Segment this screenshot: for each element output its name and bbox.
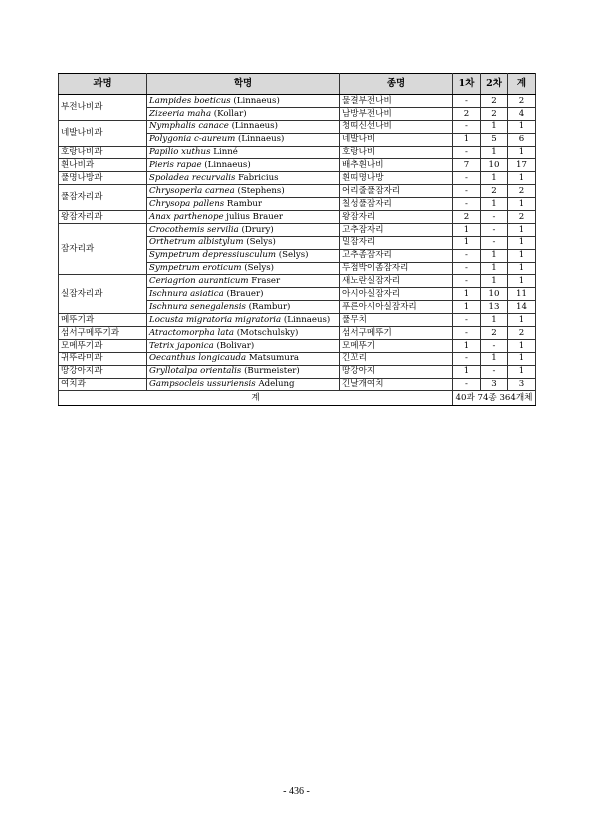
total-count: 1 — [508, 223, 536, 236]
total-count: 1 — [508, 249, 536, 262]
family-cell: 풀잠자리과 — [59, 185, 147, 211]
scientific-name-cell — [147, 275, 340, 288]
total-count: 1 — [508, 365, 536, 378]
korean-name-cell: 푸른아시아실잠자리 — [340, 301, 453, 314]
author: Rambur — [226, 198, 262, 209]
scientific-name-cell — [147, 378, 340, 391]
scientific-name-cell — [147, 172, 340, 185]
table-row — [59, 172, 536, 185]
second-survey-count: 1 — [481, 146, 508, 159]
table-row — [59, 120, 536, 133]
genus-species: Orthetrum albistylum — [149, 237, 244, 248]
table-header-row — [59, 74, 536, 95]
second-survey-count: 2 — [481, 95, 508, 108]
scientific-name-cell — [147, 236, 340, 249]
first-survey-count: 1 — [453, 223, 481, 236]
author: (Linnaeus) — [204, 160, 251, 171]
total-count: 14 — [508, 301, 536, 314]
korean-name-cell: 밀잠자리 — [340, 236, 453, 249]
genus-species: Chrysopa pallens — [149, 198, 225, 209]
author: (Selys) — [278, 250, 309, 261]
second-survey-count: 10 — [481, 159, 508, 172]
header-scientific-name: 학명 — [147, 74, 340, 95]
total-count: 1 — [508, 172, 536, 185]
family-cell: 호랑나비과 — [59, 146, 147, 159]
total-count: 11 — [508, 288, 536, 301]
scientific-name-cell — [147, 95, 340, 108]
table-row — [59, 314, 536, 327]
genus-species: Polygonia c-aureum — [149, 134, 236, 145]
second-survey-count: 3 — [481, 378, 508, 391]
table-row — [59, 211, 536, 224]
first-survey-count: - — [453, 120, 481, 133]
second-survey-count: - — [481, 365, 508, 378]
author: (Linnaeus) — [233, 95, 280, 106]
first-survey-count: 1 — [453, 236, 481, 249]
second-survey-count: 1 — [481, 172, 508, 185]
family-cell: 흰나비과 — [59, 159, 147, 172]
family-cell: 왕잠자리과 — [59, 211, 147, 224]
genus-species: Crocothemis servilia — [149, 224, 239, 235]
genus-species: Papilio xuthus — [149, 147, 211, 158]
author: julius Brauer — [226, 211, 283, 222]
genus-species: Atractomorpha lata — [149, 327, 234, 338]
second-survey-count: 1 — [481, 275, 508, 288]
korean-name-cell: 네발나비 — [340, 133, 453, 146]
first-survey-count: - — [453, 378, 481, 391]
first-survey-count: - — [453, 275, 481, 288]
table-row — [59, 378, 536, 391]
author: (Bolivar) — [216, 340, 255, 351]
author: Fabricius — [238, 172, 279, 183]
author: (Stephens) — [237, 185, 285, 196]
scientific-name-cell — [147, 159, 340, 172]
second-survey-count: - — [481, 223, 508, 236]
first-survey-count: - — [453, 172, 481, 185]
total-count: 1 — [508, 339, 536, 352]
korean-name-cell: 청띠신선나비 — [340, 120, 453, 133]
author: Fraser — [251, 276, 281, 287]
total-count: 1 — [508, 262, 536, 275]
scientific-name-cell — [147, 314, 340, 327]
first-survey-count: - — [453, 146, 481, 159]
family-cell: 실잠자리과 — [59, 275, 147, 314]
korean-name-cell: 섬서구메뚜기 — [340, 327, 453, 340]
header-second-survey: 2차 — [481, 74, 508, 95]
family-cell: 부전나비과 — [59, 95, 147, 121]
genus-species: Tetrix japonica — [149, 340, 214, 351]
scientific-name-cell — [147, 249, 340, 262]
author: (Linnaeus) — [238, 134, 285, 145]
total-row — [59, 391, 536, 406]
genus-species: Ischnura senegalensis — [149, 301, 246, 312]
second-survey-count: 1 — [481, 198, 508, 211]
scientific-name-cell — [147, 211, 340, 224]
total-count: 1 — [508, 236, 536, 249]
second-survey-count: 5 — [481, 133, 508, 146]
total-count: 1 — [508, 120, 536, 133]
second-survey-count: 1 — [481, 249, 508, 262]
first-survey-count: - — [453, 262, 481, 275]
total-count: 2 — [508, 211, 536, 224]
second-survey-count: 1 — [481, 352, 508, 365]
total-count: 1 — [508, 146, 536, 159]
first-survey-count: 1 — [453, 133, 481, 146]
korean-name-cell: 왕잠자리 — [340, 211, 453, 224]
korean-name-cell: 남방부전나비 — [340, 107, 453, 120]
family-cell: 풀명나방과 — [59, 172, 147, 185]
scientific-name-cell — [147, 327, 340, 340]
genus-species: Anax parthenope — [149, 211, 224, 222]
first-survey-count: 7 — [453, 159, 481, 172]
korean-name-cell: 풀무치 — [340, 314, 453, 327]
genus-species: Sympetrum depressiusculum — [149, 250, 277, 261]
scientific-name-cell — [147, 185, 340, 198]
table-row — [59, 365, 536, 378]
second-survey-count: 1 — [481, 314, 508, 327]
header-first-survey: 1차 — [453, 74, 481, 95]
total-count: 6 — [508, 133, 536, 146]
korean-name-cell: 고추잠자리 — [340, 223, 453, 236]
header-total: 계 — [508, 74, 536, 95]
first-survey-count: 1 — [453, 365, 481, 378]
second-survey-count: 13 — [481, 301, 508, 314]
korean-name-cell: 긴꼬리 — [340, 352, 453, 365]
second-survey-count: 1 — [481, 120, 508, 133]
author: (Burmeister) — [244, 366, 300, 377]
table-row — [59, 223, 536, 236]
genus-species: Gryllotalpa orientalis — [149, 366, 242, 377]
scientific-name-cell — [147, 198, 340, 211]
author: (Linnaeus) — [283, 314, 331, 325]
total-count: 1 — [508, 275, 536, 288]
table-row — [59, 339, 536, 352]
genus-species: Ischnura asiatica — [149, 289, 224, 299]
korean-name-cell: 배추흰나비 — [340, 159, 453, 172]
genus-species: Locusta migratoria migratoria — [149, 314, 282, 325]
first-survey-count: 1 — [453, 339, 481, 352]
author: (Kollar) — [213, 108, 247, 119]
author: Linné — [213, 147, 238, 158]
header-korean-name: 종명 — [340, 74, 453, 95]
first-survey-count: 1 — [453, 288, 481, 301]
second-survey-count: 2 — [481, 327, 508, 340]
genus-species: Sympetrum eroticum — [149, 263, 242, 274]
scientific-name-cell — [147, 339, 340, 352]
family-cell: 땅강아지과 — [59, 365, 147, 378]
second-survey-count: - — [481, 211, 508, 224]
korean-name-cell: 긴날개여치 — [340, 378, 453, 391]
scientific-name-cell — [147, 120, 340, 133]
scientific-name-cell — [147, 107, 340, 120]
total-summary: 40과 74종 364개체 — [453, 391, 536, 406]
genus-species: Oecanthus longicauda — [149, 353, 247, 364]
table-row — [59, 95, 536, 108]
family-cell: 섬서구메뚜기과 — [59, 327, 147, 340]
genus-species: Nymphalis canace — [149, 121, 229, 132]
family-cell: 메뚜기과 — [59, 314, 147, 327]
total-count: 1 — [508, 352, 536, 365]
first-survey-count: - — [453, 185, 481, 198]
genus-species: Pieris rapae — [149, 160, 202, 171]
first-survey-count: - — [453, 314, 481, 327]
total-count: 2 — [508, 327, 536, 340]
scientific-name-cell — [147, 288, 340, 301]
family-cell: 여치과 — [59, 378, 147, 391]
author: (Selys) — [246, 237, 276, 248]
genus-species: Zizeeria maha — [149, 108, 212, 119]
genus-species: Lampides boeticus — [149, 95, 231, 106]
scientific-name-cell — [147, 365, 340, 378]
header-family: 과명 — [59, 74, 147, 95]
genus-species: Chrysoperla carnea — [149, 185, 235, 196]
korean-name-cell: 고추좀잠자리 — [340, 249, 453, 262]
author: (Drury) — [241, 224, 274, 235]
total-count: 4 — [508, 107, 536, 120]
genus-species: Ceriagrion auranticum — [149, 276, 249, 287]
korean-name-cell: 칠성풀잠자리 — [340, 198, 453, 211]
total-count: 1 — [508, 198, 536, 211]
table-row — [59, 275, 536, 288]
scientific-name-cell — [147, 301, 340, 314]
family-cell: 모메뚜기과 — [59, 339, 147, 352]
table-row — [59, 159, 536, 172]
table-row — [59, 352, 536, 365]
scientific-name-cell — [147, 146, 340, 159]
scientific-name-cell — [147, 352, 340, 365]
family-cell: 네발나비과 — [59, 120, 147, 146]
total-count: 1 — [508, 314, 536, 327]
korean-name-cell: 흰띠명나방 — [340, 172, 453, 185]
second-survey-count: 10 — [481, 288, 508, 301]
second-survey-count: - — [481, 339, 508, 352]
total-count: 2 — [508, 185, 536, 198]
first-survey-count: - — [453, 95, 481, 108]
first-survey-count: 1 — [453, 301, 481, 314]
total-count: 2 — [508, 95, 536, 108]
first-survey-count: 2 — [453, 211, 481, 224]
family-cell: 잠자리과 — [59, 223, 147, 275]
first-survey-count: - — [453, 327, 481, 340]
table-row — [59, 185, 536, 198]
page-number: - 436 - — [283, 786, 310, 797]
author: (Linnaeus) — [231, 121, 278, 132]
family-cell: 귀뚜라미과 — [59, 352, 147, 365]
korean-name-cell: 물결부전나비 — [340, 95, 453, 108]
second-survey-count: 2 — [481, 107, 508, 120]
first-survey-count: - — [453, 352, 481, 365]
second-survey-count: 2 — [481, 185, 508, 198]
first-survey-count: - — [453, 198, 481, 211]
korean-name-cell: 어리줄풀잠자리 — [340, 185, 453, 198]
korean-name-cell: 두점박이좀잠자리 — [340, 262, 453, 275]
first-survey-count: - — [453, 249, 481, 262]
author: (Rambur) — [248, 301, 291, 312]
korean-name-cell: 아시아실잠자리 — [340, 288, 453, 301]
korean-name-cell: 호랑나비 — [340, 146, 453, 159]
second-survey-count: - — [481, 236, 508, 249]
korean-name-cell: 땅강아지 — [340, 365, 453, 378]
total-label: 계 — [59, 391, 453, 406]
scientific-name-cell — [147, 223, 340, 236]
author: (Brauer) — [226, 289, 264, 299]
genus-species: Gampsocleis ussuriensis — [149, 379, 256, 390]
author: Matsumura — [248, 353, 300, 364]
author: (Selys) — [244, 263, 274, 274]
table-body — [59, 95, 536, 391]
author: Adelung — [258, 379, 295, 390]
table-row — [59, 327, 536, 340]
total-count: 17 — [508, 159, 536, 172]
korean-name-cell: 모메뚜기 — [340, 339, 453, 352]
table-row — [59, 146, 536, 159]
scientific-name-cell — [147, 262, 340, 275]
second-survey-count: 1 — [481, 262, 508, 275]
total-count: 3 — [508, 378, 536, 391]
genus-species: Spoladea recurvalis — [149, 172, 236, 183]
korean-name-cell: 새노란실잠자리 — [340, 275, 453, 288]
author: (Motschulsky) — [236, 327, 299, 338]
species-table — [58, 73, 536, 406]
scientific-name-cell — [147, 133, 340, 146]
first-survey-count: 2 — [453, 107, 481, 120]
